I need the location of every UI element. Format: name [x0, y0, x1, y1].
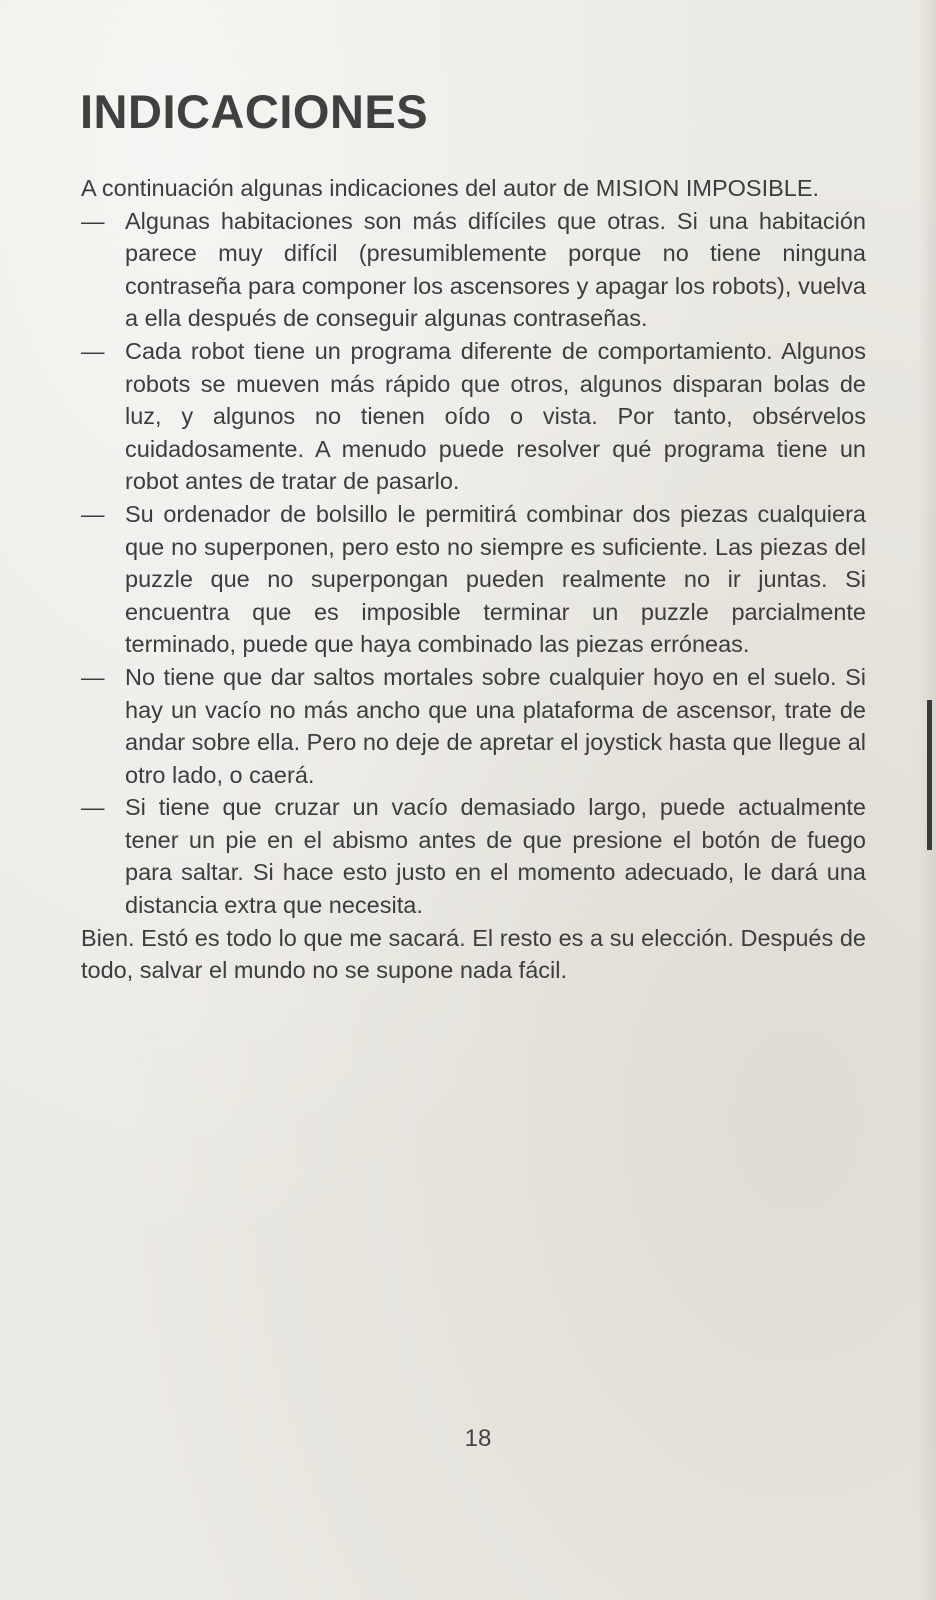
binding-mark — [927, 700, 932, 850]
tip-dash: — — [81, 663, 105, 690]
tip-dash: — — [81, 794, 105, 821]
tip-item — [81, 791, 866, 921]
closing-paragraph: Bien. Estó es todo lo que me sacará. El resto es a su elección. Después de todo, salvar el mundo no se supone nada fácil. — [81, 924, 866, 984]
body-text — [81, 172, 866, 987]
tip-text: Su ordenador de bolsillo le permitirá combinar dos piezas cualquiera que no superponen, pero esto no siempre es suficiente. Las piezas del puzzle que no superpongan pueden realmente no ir juntas. Si encuentra que es imposible terminar un puzzle parcialmente terminado, puede que haya combinado las piezas erróneas. — [125, 500, 866, 658]
page-number: 18 — [464, 1425, 492, 1452]
tip-text: No tiene que dar saltos mortales sobre cualquier hoyo en el suelo. Si hay un vacío no más ancho que una plataforma de ascensor, trate de andar sobre ella. Pero no deje de apretar el joystick hasta que llegue al otro lado, o caerá. — [125, 663, 866, 788]
page-title: INDICACIONES — [80, 85, 429, 138]
intro-paragraph: A continuación algunas indicaciones del autor de MISION IMPOSIBLE. — [81, 175, 820, 201]
tip-text: Si tiene que cruzar un vacío demasiado largo, puede actualmente tener un pie en el abismo antes de que presione el botón de fuego para saltar. Si hace esto justo en el momento adecuado, le dará una distancia extra que necesita. — [125, 794, 866, 919]
tip-text: Cada robot tiene un programa diferente de comportamiento. Algunos robots se mueven más rápido que otros, algunos disparan bolas de luz, y algunos no tienen oído o vista. Por tanto, obsérvelos cuidadosamente. A menudo puede resolver qué programa tiene un robot antes de tratar de pasarlo. — [125, 337, 866, 495]
tip-item — [81, 498, 866, 661]
tip-item — [81, 661, 866, 791]
tip-item — [81, 205, 866, 335]
tip-item — [81, 335, 866, 498]
tip-dash: — — [81, 207, 105, 234]
tip-text: Algunas habitaciones son más difíciles que otras. Si una habitación parece muy difícil (presumiblemente porque no tiene ninguna contraseña para componer los ascensores y apagar los robots), vuelva a ella después de conseguir algunas contraseñas. — [125, 207, 866, 332]
tip-dash: — — [81, 500, 105, 527]
tip-dash: — — [81, 337, 105, 364]
